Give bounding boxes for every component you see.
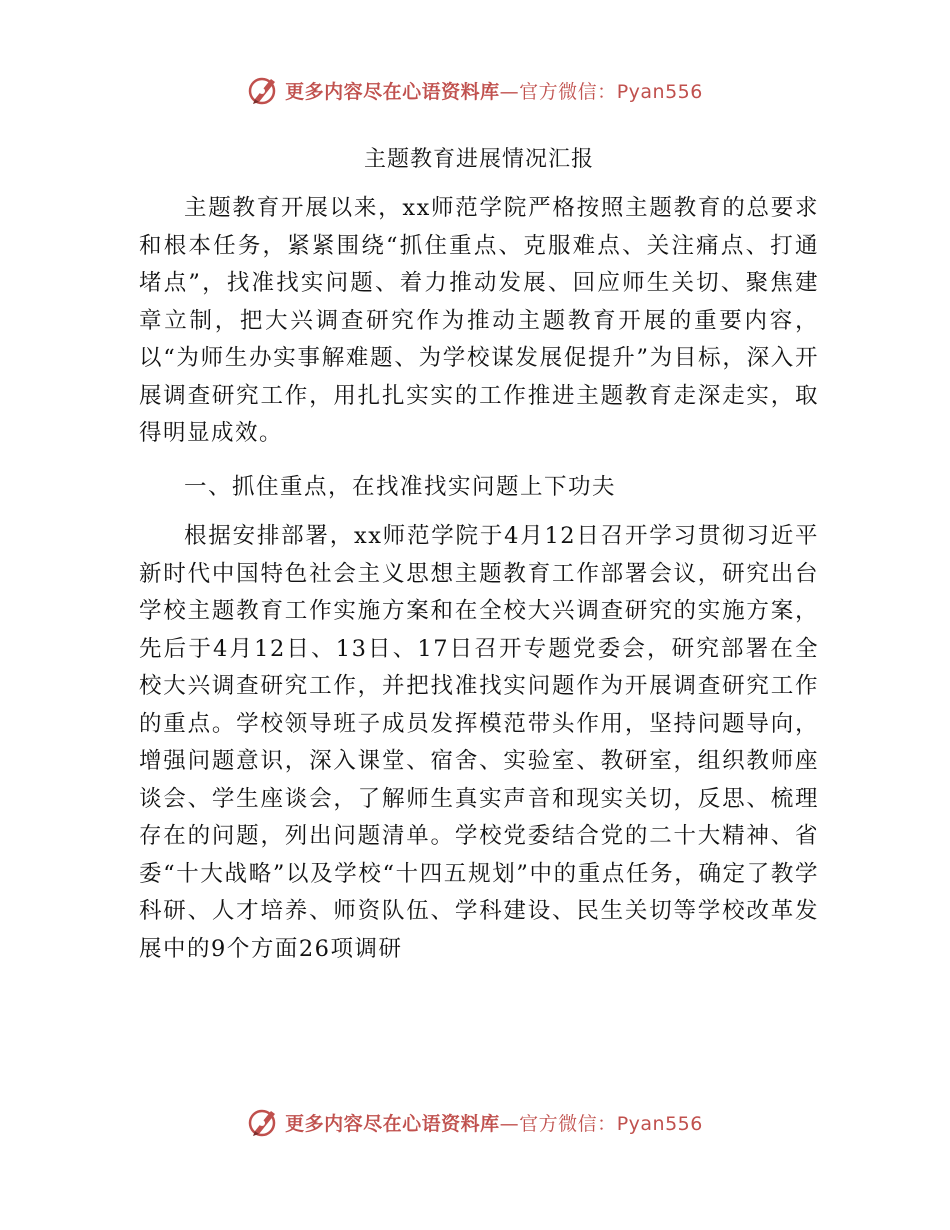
banner-wechat-id: Pyan556 xyxy=(616,80,703,103)
banner-wechat-label: 官方微信： xyxy=(519,1112,617,1135)
footer-banner xyxy=(0,1102,950,1142)
document-title: 主题教育进展情况汇报 xyxy=(363,147,594,172)
section-1-paragraph: 根据安排部署，xx师范学院于4月12日召开学习贯彻习近平新时代中国特色社会主义思想主题教育工作部署会议，研究出台学校主题教育工作实施方案和在全校大兴调查研究的实施方案，先后于4月12日、13日、17日召开专题党委会，研究部署在全校大兴调查研究工作，并把找准找实问题作为开展调查研究工作的重点。学校领导班子成员发挥模范带头作用，坚持问题导向，增强问题意识，深入课堂、宿舍、实验室、教研室，组织教师座谈会、学生座谈会，了解师生真实声音和现实关切，反思、梳理存在的问题，列出问题清单。学校党委结合党的二十大精神、省委“十大战略”以及学校“十四五规划”中的重点任务，确定了教学科研、人才培养、师资队伍、学科建设、民生关切等学校改革发展中的9个方面26项调研 xyxy=(139,523,819,962)
pen-circle-logo-icon xyxy=(247,1105,281,1139)
document-body xyxy=(139,136,819,968)
header-banner xyxy=(0,70,950,110)
banner-dash: — xyxy=(499,1112,520,1135)
banner-dash: — xyxy=(499,80,520,103)
pen-circle-logo-icon xyxy=(247,73,281,107)
banner-text xyxy=(285,1109,703,1136)
intro-paragraph: 主题教育开展以来，xx师范学院严格按照主题教育的总要求和根本任务，紧紧围绕“抓住重点、克服难点、关注痛点、打通堵点”，找准找实问题、着力推动发展、回应师生关切、聚焦建章立制，把大兴调查研究作为推动主题教育开展的重要内容，以“为师生办实事解难题、为学校谋发展促提升”为目标，深入开展调查研究工作，用扎扎实实的工作推进主题教育走深走实，取得明显成效。 xyxy=(139,195,819,446)
banner-wechat-id: Pyan556 xyxy=(616,1112,703,1135)
section-1-heading: 一、抓住重点，在找准找实问题上下功夫 xyxy=(184,473,617,500)
banner-wechat-label: 官方微信： xyxy=(519,80,617,103)
banner-text xyxy=(285,77,703,104)
banner-brand-text: 更多内容尽在心语资料库 xyxy=(285,80,500,103)
banner-brand-text: 更多内容尽在心语资料库 xyxy=(285,1112,500,1135)
